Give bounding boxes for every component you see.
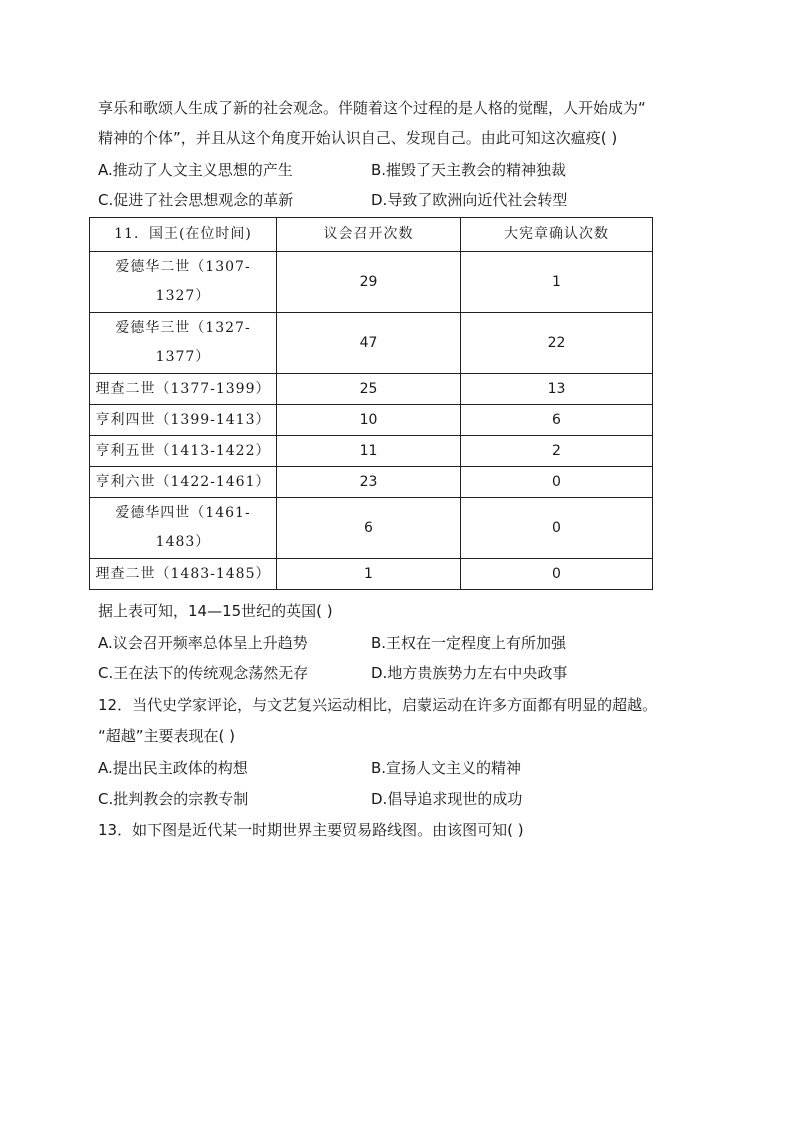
q12-option-d: D.倡导追求现世的成功 (371, 790, 523, 808)
q10-option-a: A.推动了人文主义思想的产生 (98, 161, 293, 179)
q10-option-d: D.导致了欧洲向近代社会转型 (371, 191, 568, 209)
parliament-count: 6 (277, 498, 461, 559)
parliament-count: 29 (277, 252, 461, 313)
king-cell: 亨利四世（1399-1413） (90, 405, 277, 436)
q11-option-b: B.王权在一定程度上有所加强 (371, 634, 567, 652)
table-row (90, 559, 653, 590)
q12-text-line1: 12．当代史学家评论，与文艺复兴运动相比，启蒙运动在许多方面都有明显的超越。 (98, 696, 658, 714)
q11-option-c: C.王在法下的传统观念荡然无存 (98, 664, 309, 682)
table-row (90, 405, 653, 436)
q12-option-b: B.宣扬人文主义的精神 (371, 759, 522, 777)
king-cell: 亨利六世（1422-1461） (90, 467, 277, 498)
header-king: 11．国王(在位时间) (90, 218, 277, 252)
charter-count: 6 (461, 405, 653, 436)
parliament-count: 1 (277, 559, 461, 590)
q12-option-c: C.批判教会的宗教专制 (98, 790, 249, 808)
king-cell: 理查二世（1377-1399） (90, 374, 277, 405)
q10-option-c: C.促进了社会思想观念的革新 (98, 191, 294, 209)
table-row (90, 252, 653, 313)
parliament-count: 11 (277, 436, 461, 467)
king-cell: 亨利五世（1413-1422） (90, 436, 277, 467)
king-name-line1: 爱德华四世（1461- (115, 505, 251, 521)
q12-text-line2: “超越”主要表现在( ) (98, 727, 236, 745)
parliament-count: 25 (277, 374, 461, 405)
table-row (90, 498, 653, 559)
parliament-count: 23 (277, 467, 461, 498)
q11-data-table (89, 217, 653, 590)
king-name-line1: 爱德华二世（1307- (115, 259, 251, 275)
parliament-count: 47 (277, 313, 461, 374)
charter-count: 22 (461, 313, 653, 374)
table-row (90, 436, 653, 467)
charter-count: 13 (461, 374, 653, 405)
q11-stem: 据上表可知，14—15世纪的英国( ) (98, 602, 333, 620)
q12-option-a: A.提出民主政体的构想 (98, 759, 248, 777)
king-cell (90, 498, 277, 559)
king-cell (90, 313, 277, 374)
table-row (90, 313, 653, 374)
charter-count: 2 (461, 436, 653, 467)
charter-count: 0 (461, 467, 653, 498)
header-parliament: 议会召开次数 (277, 218, 461, 252)
q10-option-b: B.摧毁了天主教会的精神独裁 (371, 161, 567, 179)
charter-count: 0 (461, 498, 653, 559)
king-name-line2: 1377） (155, 349, 211, 365)
charter-count: 0 (461, 559, 653, 590)
charter-count: 1 (461, 252, 653, 313)
king-name-line2: 1483） (155, 534, 211, 550)
header-charter: 大宪章确认次数 (461, 218, 653, 252)
table-row (90, 467, 653, 498)
table-row (90, 374, 653, 405)
king-name-line2: 1327） (155, 288, 211, 304)
parliament-count: 10 (277, 405, 461, 436)
q13-text-line1: 13．如下图是近代某一时期世界主要贸易路线图。由该图可知( ) (98, 821, 524, 839)
q10-text-line1: 享乐和歌颂人生成了新的社会观念。伴随着这个过程的是人格的觉醒，人开始成为“ (98, 99, 646, 117)
king-cell: 理查二世（1483-1485） (90, 559, 277, 590)
table-header-row (90, 218, 653, 252)
king-cell (90, 252, 277, 313)
q10-text-line2: 精神的个体”，并且从这个角度开始认识自己、发现自己。由此可知这次瘟疫( ) (98, 129, 618, 147)
king-name-line1: 爱德华三世（1327- (115, 320, 251, 336)
q11-option-a: A.议会召开频率总体呈上升趋势 (98, 634, 308, 652)
q11-option-d: D.地方贵族势力左右中央政事 (371, 664, 568, 682)
